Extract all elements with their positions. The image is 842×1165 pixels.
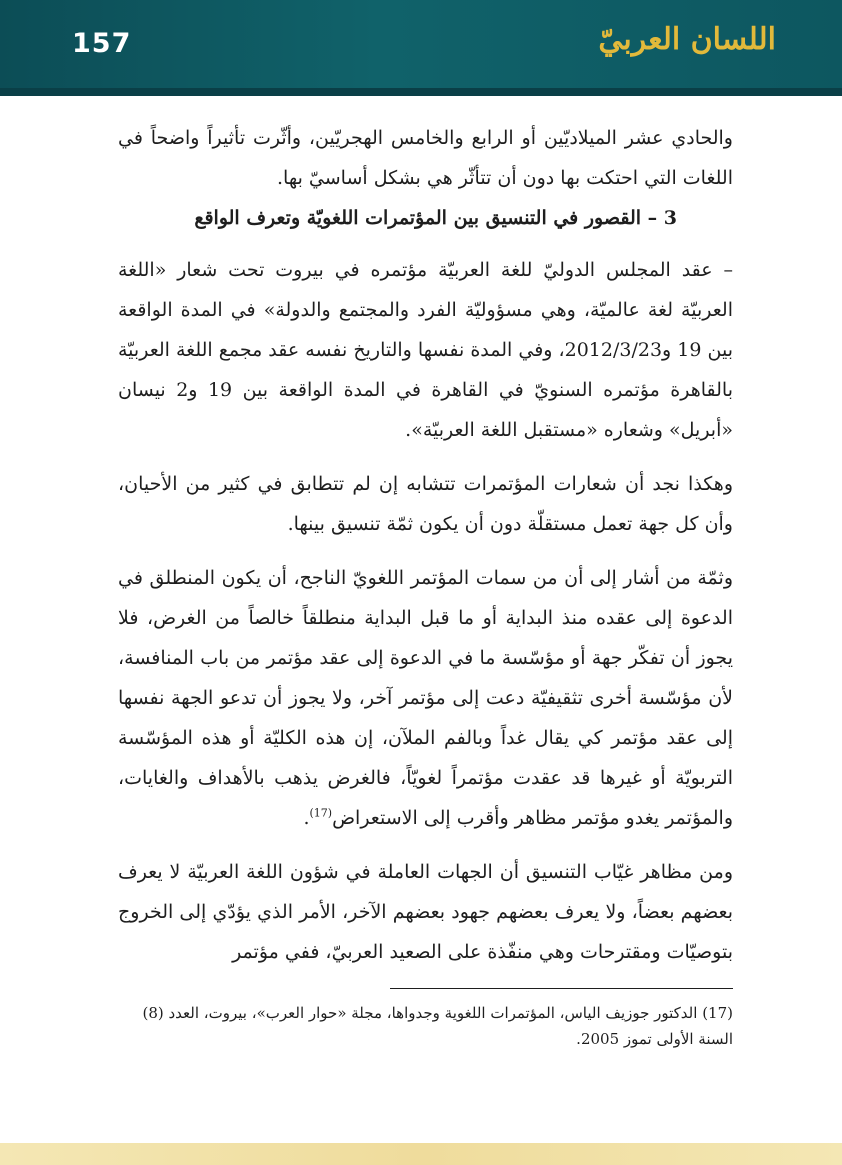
paragraph-5: ومن مظاهر غيّاب التنسيق أن الجهات العاملة في شؤون اللغة العربيّة لا يعرف بعضهم بعضاً، ولا يعرف بعضهم جهود بعضهم الآخر، الأمر الذي يؤدّي إلى الخروج بتوصيّات ومقترحات وهي منفّذة على الصعيد العربيّ، ففي مؤتمر: [118, 861, 733, 963]
paragraph-2: – عقد المجلس الدوليّ للغة العربيّة مؤتمره في بيروت تحت شعار «اللغة العربيّة لغة عالميّة، وهي مسؤوليّة الفرد والمجتمع والدولة» في المدة الواقعة بين 19 و2012/3/23، وفي المدة نفسها والتاريخ نفسه عقد مجمع اللغة العربيّة بالقاهرة مؤتمره السنويّ في القاهرة في المدة الواقعة بين 19 و2 نيسان «أبريل» وشعاره «مستقبل اللغة العربيّة».: [118, 259, 734, 441]
footnote-line-2: السنة الأولى تموز 2005.: [576, 1030, 733, 1048]
footnote: [118, 1000, 733, 1052]
paragraph-1: والحادي عشر الميلاديّين أو الرابع والخامس الهجريّين، وأثّرت تأثيراً واضحاً في اللغات التي احتكت بها دون أن تتأثّر هي بشكل أساسيّ بها.: [118, 127, 733, 189]
page-footer-band: [0, 1143, 842, 1165]
paragraph-3: وهكذا نجد أن شعارات المؤتمرات تتشابه إن لم تتطابق في كثير من الأحيان، وأن كل جهة تعمل مستقلّة دون أن يكون ثمّة تنسيق بينها.: [118, 473, 733, 535]
page-number: 157: [72, 28, 132, 59]
footnote-divider: [390, 988, 733, 989]
main-text: [118, 118, 733, 972]
paragraph-4-end: .: [303, 807, 310, 829]
footnote-line-1: (17) الدكتور جوزيف الياس، المؤتمرات اللغوية وجدواها، مجلة «حوار العرب»، بيروت، العدد (8): [142, 1004, 733, 1022]
header-band: [0, 88, 842, 96]
footnote-reference: (17): [309, 806, 333, 820]
journal-logo: اللسان العربيّ: [598, 22, 776, 57]
paragraph-4: [118, 558, 733, 838]
paragraph-4-text: وثمّة من أشار إلى أن من سمات المؤتمر اللغويّ الناجح، أن يكون المنطلق في الدعوة إلى عقده منذ البداية أو ما قبل البداية منطلقاً خالصاً من الغرض، فلا يجوز أن تفكّر جهة أو مؤسّسة ما في الدعوة إلى عقد مؤتمر من باب المنافسة، لأن مؤسّسة أخرى تثقيفيّة دعت إلى مؤتمر آخر، ولا يجوز أن تدعو الجهة نفسها إلى عقد مؤتمر كي يقال غداً وبالفم الملآن، إن هذه الكليّة أو هذه المؤسّسة التربويّة أو غيرها قد عقدت مؤتمراً لغويّاً، فالغرض يذهب بالأهداف والغايات، والمؤتمر يغدو مؤتمر مظاهر وأقرب إلى الاستعراض: [118, 567, 733, 829]
section-heading: 3 – القصور في التنسيق بين المؤتمرات اللغويّة وتعرف الواقع: [194, 207, 677, 229]
page-header: [0, 0, 842, 96]
